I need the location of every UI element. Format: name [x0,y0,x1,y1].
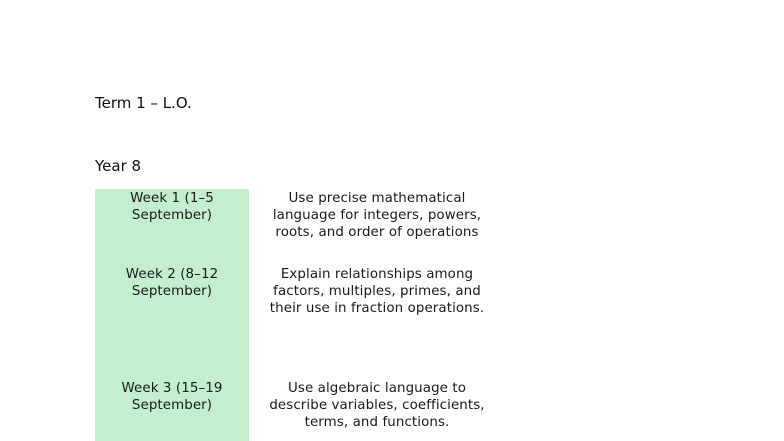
week-cell: Week 3 (15–19 September) [121,381,223,413]
year-heading: Year 8 [95,157,142,175]
objective-cell: Use precise mathematical language for integers, powers, roots, and order of operations [272,191,482,240]
page-title: Term 1 – L.O. [95,94,192,112]
objective-cell: Use algebraic language to describe variables, coefficients, terms, and functions. [269,381,485,430]
week-cell: Week 1 (1–5 September) [130,191,214,223]
objective-cell: Explain relationships among factors, multiples, primes, and their use in fraction operations. [269,267,485,316]
learning-objectives-table [95,189,507,441]
week-cell: Week 2 (8–12 September) [125,267,219,299]
